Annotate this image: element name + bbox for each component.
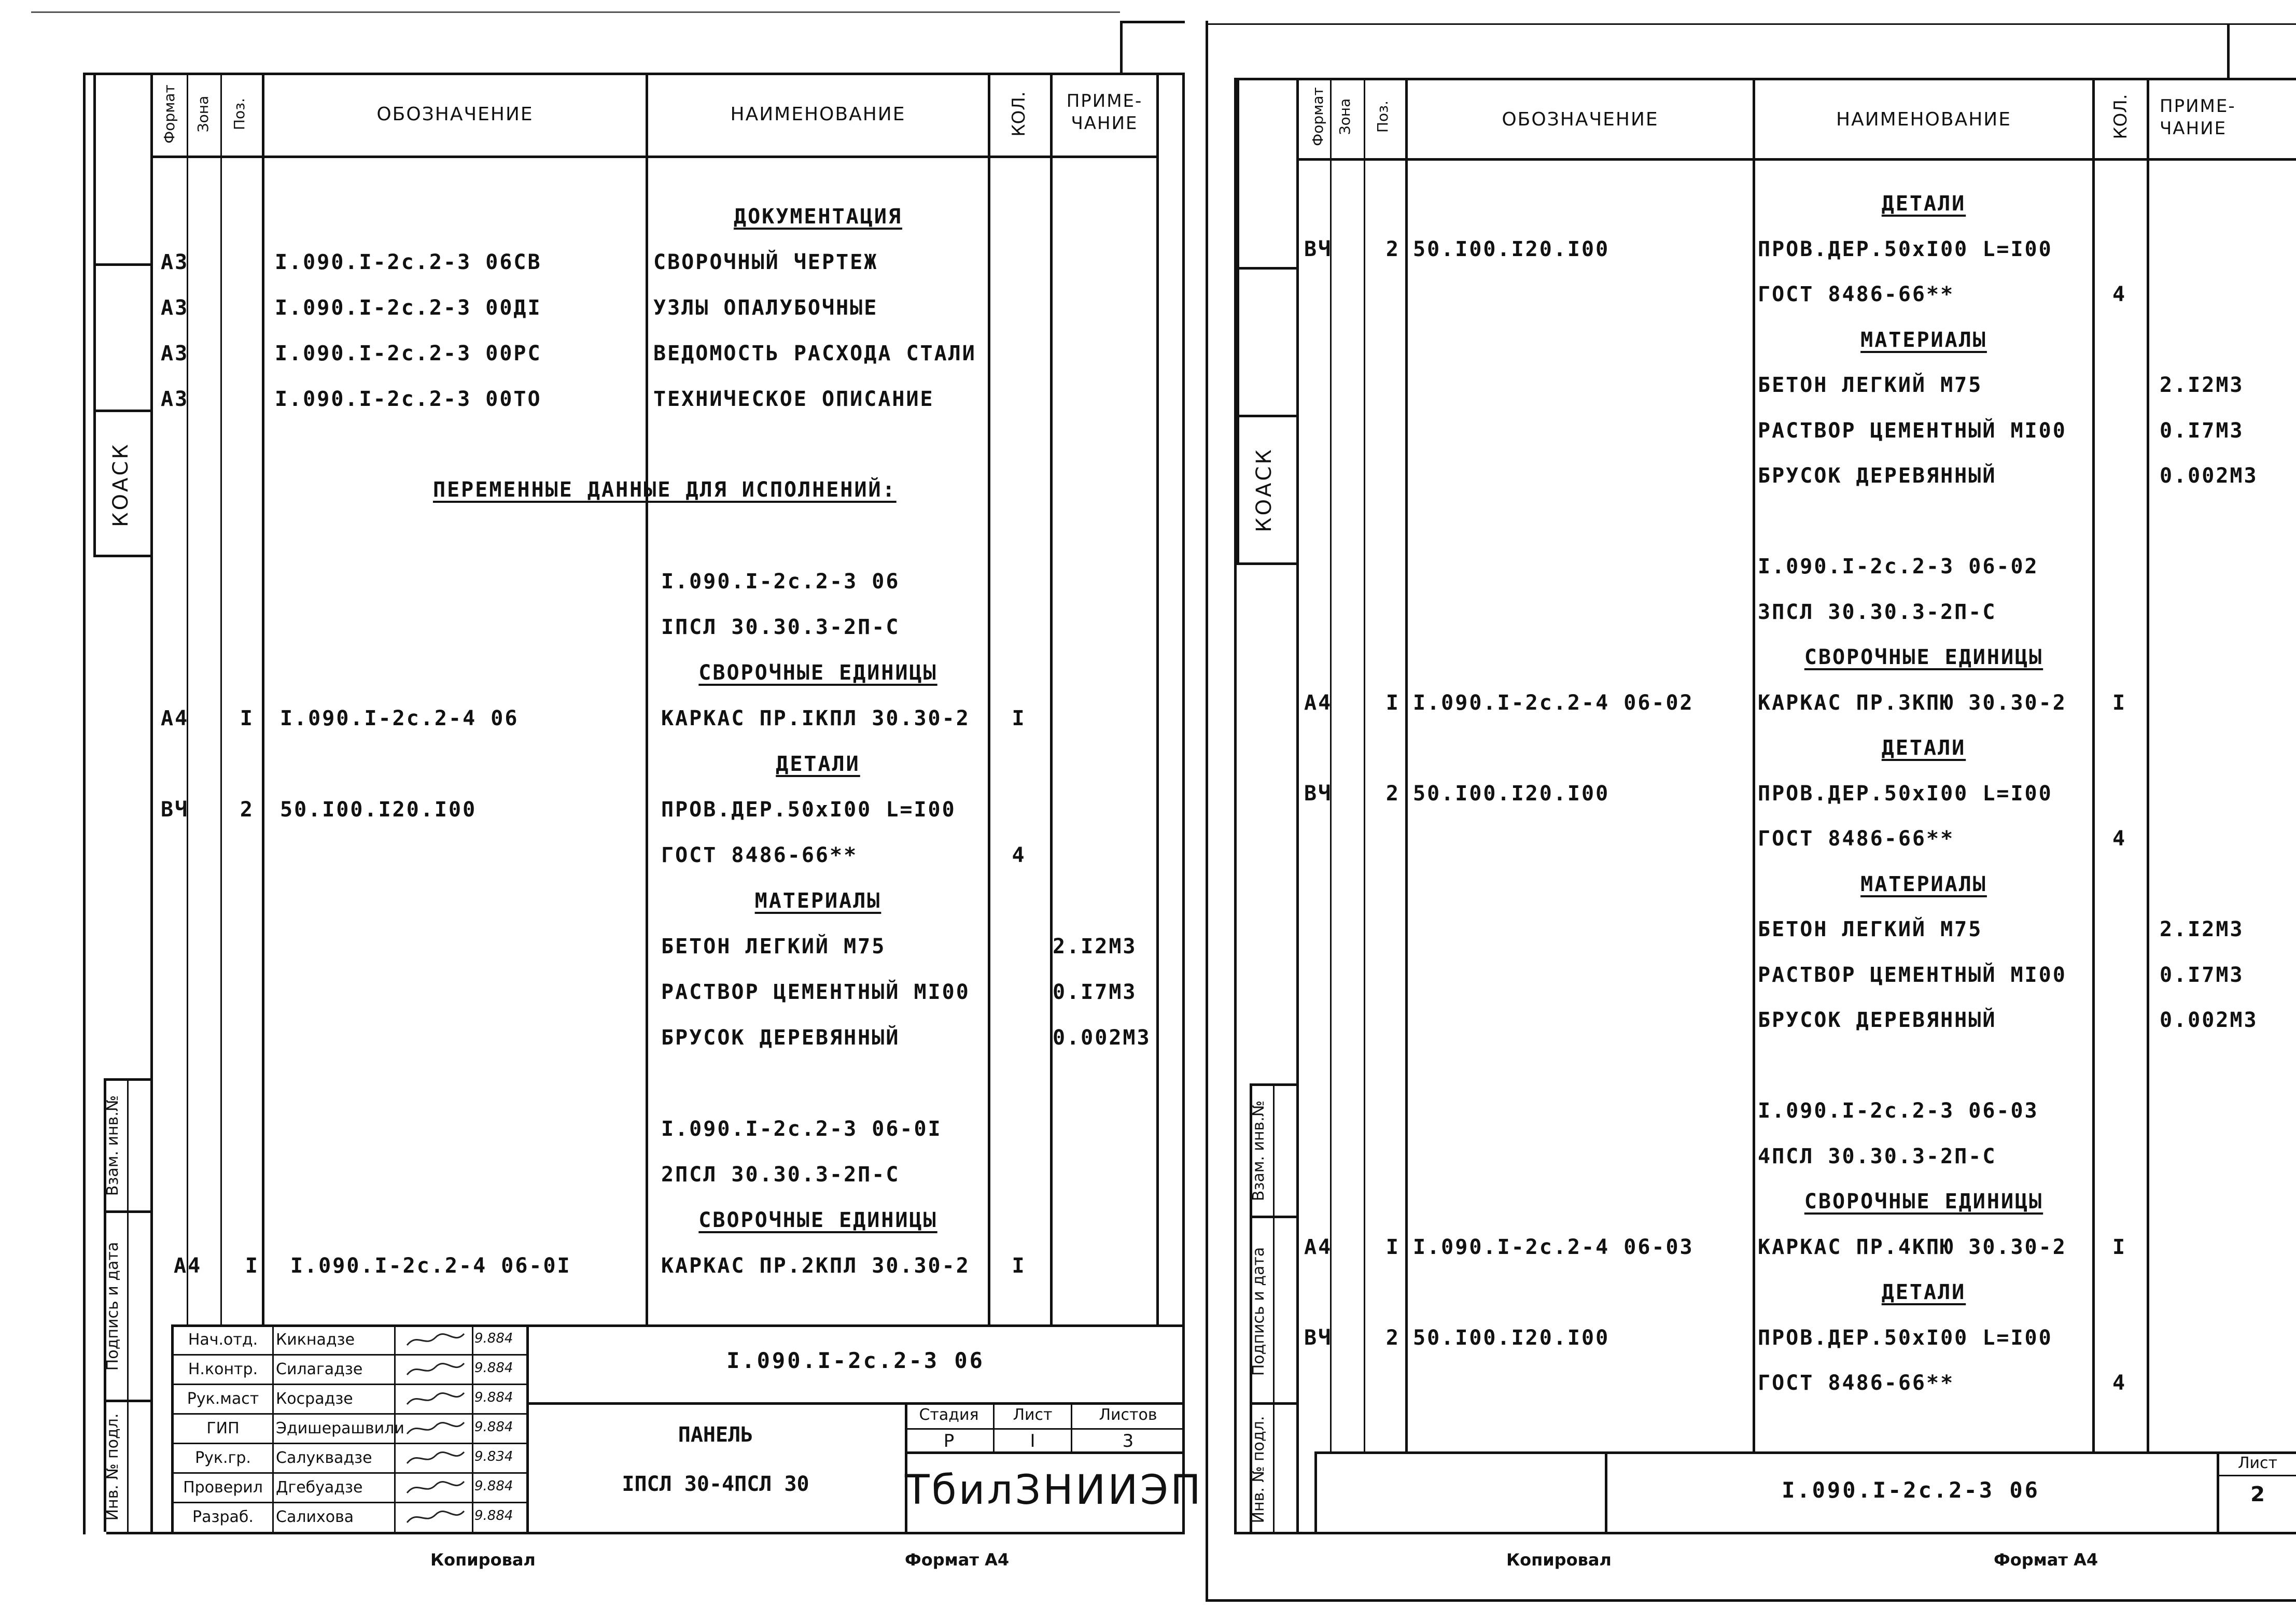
row-quantity: I xyxy=(2112,691,2127,715)
frame-line xyxy=(1237,267,1296,270)
row-designation: 50.I00.I20.I00 xyxy=(1413,782,1610,806)
frame-line xyxy=(1237,78,1239,562)
frame-line xyxy=(171,1324,1185,1327)
signature-role: Разраб. xyxy=(192,1508,254,1526)
frame-line xyxy=(83,73,1185,75)
inv-label: Инв. № подл. xyxy=(104,1413,122,1521)
row-position: I xyxy=(245,1254,259,1278)
frame-line xyxy=(1120,21,1185,23)
row-name: КАРКАС ПР.IКПЛ 30.30-2 xyxy=(661,707,970,730)
row-name: УЗЛЫ ОПАЛУБОЧНЫЕ xyxy=(653,296,878,320)
row-quantity: I xyxy=(1012,1254,1026,1278)
row-name: ВЕДОМОСТЬ РАСХОДА СТАЛИ xyxy=(653,342,976,365)
row-name: РАСТВОР ЦЕМЕНТНЫЙ МI00 xyxy=(1758,963,2067,987)
row-position: I xyxy=(1385,691,1400,715)
row-name: БЕТОН ЛЕГКИЙ М75 xyxy=(661,935,886,958)
row-format: ВЧ xyxy=(161,798,189,822)
section-heading: ДЕТАЛИ xyxy=(776,752,860,776)
row-designation: I.090.I-2c.2-4 06 xyxy=(280,707,519,730)
frame-line xyxy=(93,73,96,555)
row-name: РАСТВОР ЦЕМЕНТНЫЙ МI00 xyxy=(661,980,970,1004)
section-heading: ДЕТАЛИ xyxy=(1881,192,1966,216)
signature-name: Эдишерашвили xyxy=(276,1419,404,1437)
title-line-2: IПСЛ 30-4ПСЛ 30 xyxy=(622,1472,809,1496)
frame-line xyxy=(526,1402,1185,1405)
row-name: БЕТОН ЛЕГКИЙ М75 xyxy=(1758,373,1983,397)
row-note: 2.I2М3 xyxy=(2160,918,2244,941)
frame-line xyxy=(93,555,150,557)
signature-role: Рук.гр. xyxy=(195,1449,251,1467)
row-format: А4 xyxy=(161,707,189,730)
section-heading: ДОКУМЕНТАЦИЯ xyxy=(734,205,902,229)
frame-line xyxy=(150,156,1156,158)
handwritten-signature xyxy=(404,1359,467,1380)
frame-line xyxy=(1237,415,1296,417)
frame-line xyxy=(988,73,990,1327)
vzam-label: Взам. инв.№ xyxy=(104,1095,122,1196)
podpis-label: Подпись и дата xyxy=(1250,1247,1268,1376)
row-format: А3 xyxy=(161,387,189,411)
footer-format: Формат А4 xyxy=(1994,1550,2098,1570)
header-designation: ОБОЗНАЧЕНИЕ xyxy=(1502,109,1659,130)
row-format: ВЧ xyxy=(1304,237,1333,261)
frame-line xyxy=(1296,158,2296,161)
header-zone: Зона xyxy=(194,95,212,133)
row-note: 0.002М3 xyxy=(2160,1008,2258,1032)
row-designation: 50.I00.I20.I00 xyxy=(280,798,477,822)
frame-line xyxy=(171,1354,526,1356)
frame-line xyxy=(1314,1451,1317,1532)
sheet-value: 2 xyxy=(2250,1483,2265,1506)
header-format: Формат xyxy=(1309,87,1326,146)
sheets-value: 3 xyxy=(1122,1431,1134,1451)
section-heading: ДЕТАЛИ xyxy=(1881,1280,1966,1304)
section-heading: МАТЕРИАЛЫ xyxy=(754,889,881,913)
row-note: 2.I2М3 xyxy=(1053,935,1137,958)
inv-label: Инв. № подл. xyxy=(1250,1416,1268,1524)
signature-role: Проверил xyxy=(183,1478,263,1497)
frame-line xyxy=(1753,78,1755,1451)
row-name: I.090.I-2c.2-3 06-03 xyxy=(1758,1099,2039,1123)
signature-role: ГИП xyxy=(206,1419,240,1437)
sheets-label: Листов xyxy=(1099,1406,1157,1424)
handwritten-signature xyxy=(404,1389,467,1409)
row-name: БЕТОН ЛЕГКИЙ М75 xyxy=(1758,918,1983,941)
row-name: БРУСОК ДЕРЕВЯННЫЙ xyxy=(1758,464,1997,488)
koask-label: КОАСК xyxy=(1252,447,1276,532)
frame-line xyxy=(171,1472,526,1474)
row-designation: I.090.I-2c.2-4 06-0I xyxy=(290,1254,571,1278)
row-designation: 50.I00.I20.I00 xyxy=(1413,1326,1610,1350)
row-position: 2 xyxy=(1385,1326,1400,1350)
signature-role: Н.контр. xyxy=(188,1360,258,1378)
row-quantity: 4 xyxy=(2112,283,2127,306)
variable-data-heading: ПЕРЕМЕННЫЕ ДАННЫЕ ДЛЯ ИСПОЛНЕНИЙ: xyxy=(433,478,897,502)
frame-line xyxy=(171,1413,526,1415)
section-heading: СВОРОЧНЫЕ ЕДИНИЦЫ xyxy=(1804,1190,2043,1214)
handwritten-signature xyxy=(404,1330,467,1350)
section-heading: СВОРОЧНЫЕ ЕДИНИЦЫ xyxy=(698,661,937,685)
row-name: 4ПСЛ 30.30.3-2П-С xyxy=(1758,1145,1997,1168)
row-note: 0.002М3 xyxy=(2160,464,2258,488)
signature-role: Нач.отд. xyxy=(188,1331,258,1349)
signature-name: Косрадзе xyxy=(276,1390,353,1408)
signature-role: Рук.маст xyxy=(187,1390,259,1408)
row-name: БРУСОК ДЕРЕВЯННЫЙ xyxy=(1758,1008,1997,1032)
row-format: ВЧ xyxy=(1304,782,1333,806)
row-format: А4 xyxy=(1304,1235,1333,1259)
frame-line xyxy=(127,1078,129,1532)
row-name: ГОСТ 8486-66** xyxy=(661,843,858,867)
signature-date: 9.884 xyxy=(474,1419,513,1435)
frame-line xyxy=(171,1443,526,1444)
frame-line xyxy=(905,1451,1185,1454)
frame-line xyxy=(2217,1475,2296,1476)
frame-line xyxy=(1050,73,1053,1327)
row-name: IПСЛ 30.30.3-2П-С xyxy=(661,615,900,639)
vzam-label: Взам. инв.№ xyxy=(1250,1100,1268,1202)
frame-line xyxy=(93,263,150,266)
koask-label: КОАСК xyxy=(109,442,133,527)
frame-line xyxy=(646,73,648,1327)
signature-name: Силагадзе xyxy=(276,1360,363,1378)
row-format: А4 xyxy=(1304,691,1333,715)
row-quantity: I xyxy=(1012,707,1026,730)
row-quantity: 4 xyxy=(1012,843,1026,867)
frame-line xyxy=(220,73,222,1327)
header-note-1: ПРИМЕ- xyxy=(1066,91,1143,111)
doc-code: I.090.I-2c.2-3 06 xyxy=(1782,1477,2040,1503)
frame-line xyxy=(272,1324,274,1532)
row-format: А4 xyxy=(174,1254,202,1278)
row-position: 2 xyxy=(1385,782,1400,806)
frame-line xyxy=(1234,1532,2296,1534)
row-name: ПРОВ.ДЕР.50xI00 L=I00 xyxy=(1758,782,2053,806)
row-position: 2 xyxy=(240,798,254,822)
row-quantity: I xyxy=(2112,1235,2127,1259)
section-heading: СВОРОЧНЫЕ ЕДИНИЦЫ xyxy=(1804,645,2043,669)
footer-copied: Копировал xyxy=(430,1550,536,1570)
frame-line xyxy=(1237,562,1296,565)
signature-name: Салуквадзе xyxy=(276,1449,372,1467)
section-heading: МАТЕРИАЛЫ xyxy=(1860,872,1987,896)
row-note: 0.002М3 xyxy=(1053,1026,1151,1050)
row-name: КАРКАС ПР.3КПЮ 30.30-2 xyxy=(1758,691,2067,715)
header-designation: ОБОЗНАЧЕНИЕ xyxy=(376,104,534,125)
signature-date: 9.884 xyxy=(474,1331,513,1346)
row-name: БРУСОК ДЕРЕВЯННЫЙ xyxy=(661,1026,900,1050)
frame-line xyxy=(1120,21,1123,75)
frame-line xyxy=(1364,78,1365,1451)
header-pos: Поз. xyxy=(231,98,248,130)
signature-date: 9.834 xyxy=(474,1449,513,1464)
row-note: 0.I7М3 xyxy=(2160,963,2244,987)
row-position: I xyxy=(1385,1235,1400,1259)
header-zone: Зона xyxy=(1336,98,1353,135)
frame-line xyxy=(31,11,1120,13)
section-heading: СВОРОЧНЫЕ ЕДИНИЦЫ xyxy=(698,1208,937,1232)
row-designation: I.090.I-2c.2-3 00РС xyxy=(275,342,542,365)
header-note-1: ПРИМЕ- xyxy=(2160,96,2236,117)
row-name: I.090.I-2c.2-3 06-02 xyxy=(1758,555,2039,579)
row-name: ПРОВ.ДЕР.50xI00 L=I00 xyxy=(1758,237,2053,261)
header-qty: КОЛ. xyxy=(1009,91,1029,137)
row-format: А3 xyxy=(161,296,189,320)
row-name: ГОСТ 8486-66** xyxy=(1758,283,1955,306)
frame-line xyxy=(171,1502,526,1503)
sheet-label: Лист xyxy=(1013,1406,1053,1424)
frame-line xyxy=(1296,78,1299,1532)
frame-line xyxy=(1206,23,2296,25)
row-name: РАСТВОР ЦЕМЕНТНЫЙ МI00 xyxy=(1758,419,2067,443)
row-name: 3ПСЛ 30.30.3-2П-С xyxy=(1758,600,1997,624)
row-designation: I.090.I-2c.2-3 00ТО xyxy=(275,387,542,411)
footer-format: Формат А4 xyxy=(905,1550,1010,1570)
row-position: I xyxy=(240,707,254,730)
row-designation: 50.I00.I20.I00 xyxy=(1413,237,1610,261)
row-designation: I.090.I-2c.2-3 00ДI xyxy=(275,296,542,320)
podpis-label: Подпись и дата xyxy=(104,1242,122,1371)
row-quantity: 4 xyxy=(2112,827,2127,851)
header-name: НАИМЕНОВАНИЕ xyxy=(1836,109,2011,130)
frame-line xyxy=(1273,1083,1275,1532)
sheet-label: Лист xyxy=(2237,1454,2278,1472)
row-quantity: 4 xyxy=(2112,1371,2127,1395)
row-designation: I.090.I-2c.2-3 06СВ xyxy=(275,250,542,274)
frame-line xyxy=(1206,1599,2296,1602)
row-name: I.090.I-2c.2-3 06-0I xyxy=(661,1117,942,1141)
section-heading: МАТЕРИАЛЫ xyxy=(1860,328,1987,352)
frame-line xyxy=(1182,73,1185,1534)
row-designation: I.090.I-2c.2-4 06-02 xyxy=(1413,691,1694,715)
row-format: А3 xyxy=(161,250,189,274)
signature-name: Салихова xyxy=(276,1508,354,1526)
row-note: 2.I2М3 xyxy=(2160,373,2244,397)
signature-name: Кикнадзе xyxy=(276,1331,355,1349)
handwritten-signature xyxy=(404,1418,467,1439)
row-note: 0.I7М3 xyxy=(2160,419,2244,443)
handwritten-signature xyxy=(404,1507,467,1528)
doc-code: I.090.I-2c.2-3 06 xyxy=(726,1348,985,1373)
frame-line xyxy=(150,73,153,1532)
frame-line xyxy=(1156,73,1159,1327)
header-note-2: ЧАНИЕ xyxy=(2160,118,2227,139)
row-note: 0.I7М3 xyxy=(1053,980,1137,1004)
signature-date: 9.884 xyxy=(474,1390,513,1405)
frame-line xyxy=(2227,23,2230,80)
header-format: Формат xyxy=(161,84,178,144)
header-qty: КОЛ. xyxy=(2110,94,2131,139)
row-name: ПРОВ.ДЕР.50xI00 L=I00 xyxy=(661,798,956,822)
row-name: I.090.I-2c.2-3 06 xyxy=(661,570,900,594)
frame-line xyxy=(472,1324,473,1532)
frame-line xyxy=(1405,78,1408,1451)
frame-line xyxy=(83,73,86,1534)
frame-line xyxy=(171,1384,526,1385)
footer-copied: Копировал xyxy=(1506,1550,1612,1570)
stage-value: Р xyxy=(943,1431,955,1451)
stage-label: Стадия xyxy=(919,1406,979,1424)
frame-line xyxy=(1206,21,1208,1602)
frame-line xyxy=(262,73,264,1327)
row-format: ВЧ xyxy=(1304,1326,1333,1350)
signature-date: 9.884 xyxy=(474,1478,513,1494)
signature-date: 9.884 xyxy=(474,1508,513,1524)
frame-line xyxy=(106,1532,1185,1534)
frame-line xyxy=(1314,1451,2296,1454)
section-heading: ДЕТАЛИ xyxy=(1881,736,1966,760)
row-name: 2ПСЛ 30.30.3-2П-С xyxy=(661,1163,900,1187)
organization-name: ТбилЗНИИЭП xyxy=(905,1467,1203,1514)
frame-line xyxy=(93,410,150,412)
row-name: ТЕХНИЧЕСКОЕ ОПИСАНИЕ xyxy=(653,387,934,411)
row-designation: I.090.I-2c.2-4 06-03 xyxy=(1413,1235,1694,1259)
row-name: ПРОВ.ДЕР.50xI00 L=I00 xyxy=(1758,1326,2053,1350)
title-line-1: ПАНЕЛЬ xyxy=(678,1423,753,1447)
row-name: ГОСТ 8486-66** xyxy=(1758,827,1955,851)
frame-line xyxy=(1234,78,2296,80)
frame-line xyxy=(905,1428,1185,1430)
handwritten-signature xyxy=(404,1448,467,1469)
header-note-2: ЧАНИЕ xyxy=(1071,113,1138,134)
row-position: 2 xyxy=(1385,237,1400,261)
frame-line xyxy=(2147,78,2149,1451)
header-pos: Поз. xyxy=(1374,101,1391,133)
row-name: КАРКАС ПР.4КПЮ 30.30-2 xyxy=(1758,1235,2067,1259)
row-name: ГОСТ 8486-66** xyxy=(1758,1371,1955,1395)
handwritten-signature xyxy=(404,1477,467,1498)
row-format: А3 xyxy=(161,342,189,365)
signature-name: Дгебуадзе xyxy=(276,1478,363,1497)
row-name: КАРКАС ПР.2КПЛ 30.30-2 xyxy=(661,1254,970,1278)
row-name: СВОРОЧНЫЙ ЧЕРТЕЖ xyxy=(653,250,878,274)
signature-date: 9.884 xyxy=(474,1360,513,1376)
sheet-value: I xyxy=(1030,1431,1035,1451)
header-name: НАИМЕНОВАНИЕ xyxy=(730,104,906,125)
